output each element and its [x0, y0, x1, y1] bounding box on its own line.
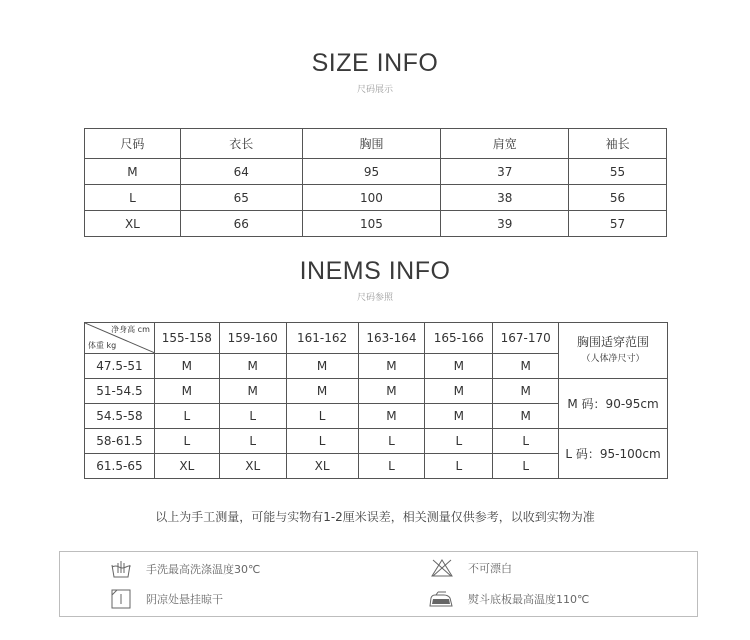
- size-cell: L: [286, 404, 358, 429]
- size-cell: 95: [302, 159, 441, 185]
- size-cell: 105: [302, 211, 441, 237]
- weight-axis-label: 体重 kg: [88, 341, 117, 350]
- height-range-header: 161-162: [286, 323, 358, 354]
- bust-range-subtitle: （人体净尺寸）: [581, 353, 645, 364]
- size-cell: L: [493, 454, 559, 479]
- care-text: 不可漂白: [468, 562, 512, 575]
- height-axis-label: 净身高 cm: [111, 325, 150, 334]
- size-cell: 100: [302, 185, 441, 211]
- table-row: [85, 159, 667, 185]
- iron-icon: [428, 590, 454, 608]
- inems-table-header-row: [85, 323, 668, 354]
- inems-table: [84, 322, 668, 479]
- height-range-header: 163-164: [358, 323, 425, 354]
- weight-range-cell: 54.5-58: [85, 404, 155, 429]
- no-bleach-icon: [430, 558, 454, 578]
- table-row: [85, 211, 667, 237]
- size-cell: M: [425, 404, 493, 429]
- care-item-iron: [428, 590, 589, 608]
- bust-range-l: L 码：95-100cm: [559, 429, 668, 479]
- care-text: 阴凉处悬挂晾干: [146, 593, 223, 606]
- height-range-header: 159-160: [219, 323, 286, 354]
- size-cell: 57: [569, 211, 667, 237]
- size-cell: L: [358, 429, 425, 454]
- size-table-header-row: [85, 129, 667, 159]
- size-cell: M: [154, 354, 219, 379]
- size-header-cell: 肩宽: [441, 129, 569, 159]
- measurement-note: 以上为手工测量，可能与实物有1-2厘米误差，相关测量仅供参考，以收到实物为准: [155, 510, 595, 524]
- size-cell: M: [219, 379, 286, 404]
- shade-dry-icon: [110, 588, 132, 610]
- size-cell: XL: [154, 454, 219, 479]
- size-cell: M: [358, 404, 425, 429]
- height-range-header: 155-158: [154, 323, 219, 354]
- size-cell: M: [493, 379, 559, 404]
- size-cell: 56: [569, 185, 667, 211]
- weight-range-cell: 58-61.5: [85, 429, 155, 454]
- care-text: 熨斗底板最高温度110℃: [468, 593, 590, 606]
- table-row: [85, 185, 667, 211]
- size-info-title: SIZE INFO: [311, 49, 439, 77]
- weight-range-cell: 61.5-65: [85, 454, 155, 479]
- care-text: 手洗最高洗涤温度30℃: [146, 563, 261, 576]
- size-cell: L: [154, 429, 219, 454]
- size-cell: L: [85, 185, 181, 211]
- size-cell: L: [358, 454, 425, 479]
- care-item-shade-dry: [110, 588, 223, 610]
- size-cell: L: [425, 454, 493, 479]
- bust-range-m: M 码：90-95cm: [559, 379, 668, 429]
- size-cell: 66: [180, 211, 302, 237]
- hand-wash-icon: [110, 559, 132, 579]
- size-cell: 39: [441, 211, 569, 237]
- size-cell: M: [493, 404, 559, 429]
- size-table: [84, 128, 667, 237]
- size-cell: XL: [219, 454, 286, 479]
- size-cell: M: [425, 379, 493, 404]
- table-row: [85, 429, 668, 454]
- size-cell: M: [286, 379, 358, 404]
- size-cell: L: [286, 429, 358, 454]
- inems-info-title: INEMS INFO: [299, 257, 451, 285]
- size-cell: M: [358, 379, 425, 404]
- inems-info-subtitle: 尺码参照: [356, 293, 393, 303]
- care-instructions-box: [59, 551, 698, 617]
- size-cell: M: [358, 354, 425, 379]
- size-cell: M: [85, 159, 181, 185]
- size-header-cell: 衣长: [180, 129, 302, 159]
- size-cell: M: [219, 354, 286, 379]
- care-item-no-bleach: [430, 558, 512, 578]
- size-cell: L: [425, 429, 493, 454]
- size-cell: L: [219, 429, 286, 454]
- size-cell: 38: [441, 185, 569, 211]
- size-header-cell: 袖长: [569, 129, 667, 159]
- corner-cell: [85, 323, 155, 354]
- size-cell: XL: [286, 454, 358, 479]
- height-range-header: 167-170: [493, 323, 559, 354]
- size-cell: L: [219, 404, 286, 429]
- size-cell: 64: [180, 159, 302, 185]
- size-cell: M: [286, 354, 358, 379]
- size-cell: M: [425, 354, 493, 379]
- size-cell: L: [493, 429, 559, 454]
- size-header-cell: 尺码: [85, 129, 181, 159]
- size-info-subtitle: 尺码展示: [356, 85, 393, 95]
- table-row: [85, 379, 668, 404]
- bust-range-title: 胸围适穿范围: [577, 334, 650, 349]
- size-header-cell: 胸围: [302, 129, 441, 159]
- size-cell: 65: [180, 185, 302, 211]
- size-cell: M: [154, 379, 219, 404]
- care-item-hand-wash: [110, 559, 260, 579]
- size-cell: M: [493, 354, 559, 379]
- size-cell: 37: [441, 159, 569, 185]
- size-cell: 55: [569, 159, 667, 185]
- weight-range-cell: 51-54.5: [85, 379, 155, 404]
- size-cell: XL: [85, 211, 181, 237]
- weight-range-cell: 47.5-51: [85, 354, 155, 379]
- bust-range-header: [559, 323, 668, 379]
- size-cell: L: [154, 404, 219, 429]
- height-range-header: 165-166: [425, 323, 493, 354]
